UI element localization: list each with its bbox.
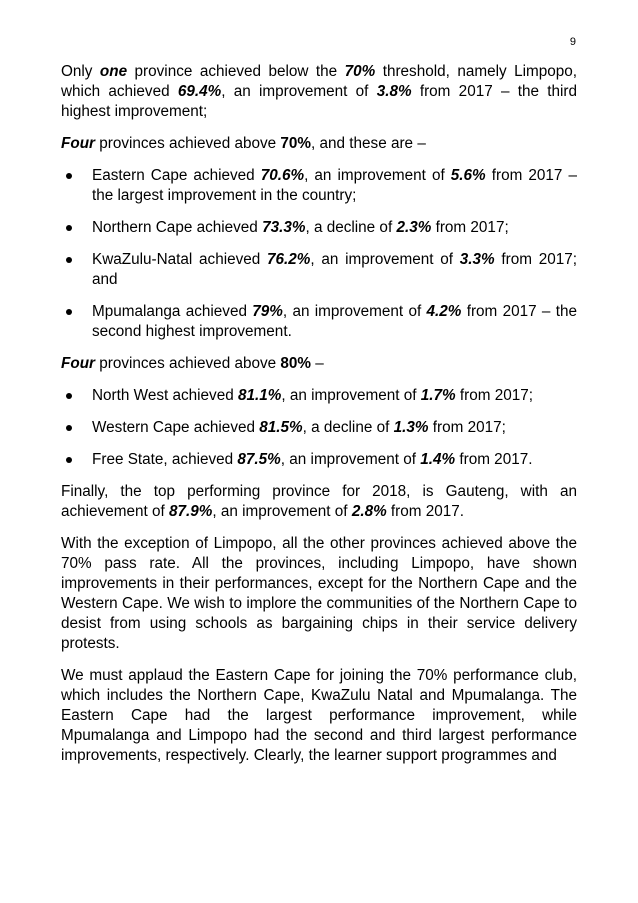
emphasis: 73.3% xyxy=(262,219,306,236)
text: provinces achieved above xyxy=(95,355,281,372)
emphasis: 70.6% xyxy=(260,167,305,184)
list-item xyxy=(61,418,577,438)
text: from 2017; xyxy=(455,387,534,404)
text: , an improvement of xyxy=(281,387,421,404)
emphasis: one xyxy=(99,63,128,80)
paragraph-limpopo xyxy=(61,62,577,122)
list-item xyxy=(61,386,577,406)
emphasis: 81.5% xyxy=(259,419,303,436)
paragraph-exception-limpopo: With the exception of Limpopo, all the other provinces achieved above the 70% pass rate. All the provinces, including Limpopo, have shown improvements in their performances, except for the Northern Cape and the Western Cape. We wish to implore the communities of the Northern Cape to desist from using schools as bargaining chips in their service delivery protests. xyxy=(61,535,577,652)
text: , an improvement of xyxy=(280,451,421,468)
emphasis: 70% xyxy=(344,63,376,80)
list-item xyxy=(61,250,577,290)
bold-value: 70% xyxy=(280,135,312,152)
emphasis: 76.2% xyxy=(267,251,311,268)
text: , an improvement of xyxy=(304,167,451,184)
emphasis: 79% xyxy=(252,303,283,320)
emphasis: 2.8% xyxy=(351,503,387,520)
emphasis: 1.7% xyxy=(420,387,456,404)
emphasis: Four xyxy=(61,355,95,372)
emphasis: 3.3% xyxy=(459,251,495,268)
emphasis: 5.6% xyxy=(450,167,486,184)
text: , an improvement of xyxy=(221,83,377,100)
text: Northern Cape achieved xyxy=(92,219,263,236)
text: , and these are – xyxy=(311,135,426,152)
text: North West achieved xyxy=(92,387,238,404)
text: , an improvement of xyxy=(282,303,427,320)
text: , a decline of xyxy=(302,419,394,436)
paragraph-above-80-intro xyxy=(61,354,577,374)
emphasis: 3.8% xyxy=(376,83,412,100)
emphasis: 87.5% xyxy=(237,451,281,468)
emphasis: 1.4% xyxy=(420,451,456,468)
paragraph-above-70-intro xyxy=(61,134,577,154)
emphasis: 1.3% xyxy=(393,419,429,436)
emphasis: 2.3% xyxy=(396,219,432,236)
emphasis: 81.1% xyxy=(237,387,282,404)
text: from 2017 – the largest improvement in the country; xyxy=(92,167,577,204)
text: province achieved below the xyxy=(127,63,345,80)
text: from 2017. xyxy=(455,451,533,468)
above-70-list xyxy=(61,166,577,342)
paragraph-gauteng xyxy=(61,482,577,522)
emphasis: 87.9% xyxy=(169,503,213,520)
text: , an improvement of xyxy=(212,503,352,520)
text: Finally, the top performing province for 2018, is Gauteng, with an achievement of xyxy=(61,483,577,520)
text: Mpumalanga achieved xyxy=(92,303,253,320)
text: from 2017 – the second highest improvement. xyxy=(92,303,577,340)
page-number: 9 xyxy=(569,36,576,48)
text: provinces achieved above xyxy=(95,135,281,152)
emphasis: 4.2% xyxy=(426,303,462,320)
text: from 2017; and xyxy=(92,251,577,288)
list-item xyxy=(61,302,577,342)
text: from 2017; xyxy=(428,419,506,436)
bold-value: 80% xyxy=(280,355,312,372)
text: from 2017 – the third highest improvement; xyxy=(61,83,578,120)
text: Western Cape achieved xyxy=(92,419,260,436)
text: Eastern Cape achieved xyxy=(92,167,261,184)
text: Only xyxy=(61,63,100,80)
paragraph-eastern-cape: We must applaud the Eastern Cape for joining the 70% performance club, which includes the Northern Cape, KwaZulu Natal and Mpumalanga. The Eastern Cape had the largest performance improvement, while Mpumalanga and Limpopo had the second and third largest performance improvements, respectively. Clearly, the learner support programmes and xyxy=(61,667,577,764)
list-item xyxy=(61,166,577,206)
text: from 2017. xyxy=(386,503,465,520)
text: , an improvement of xyxy=(310,251,460,268)
list-item xyxy=(61,450,577,470)
text: – xyxy=(311,355,324,372)
list-item xyxy=(61,218,577,238)
document-body xyxy=(61,62,577,778)
text: threshold, namely Limpopo, which achieved xyxy=(61,63,578,100)
text: from 2017; xyxy=(431,219,509,236)
above-80-list xyxy=(61,386,577,470)
emphasis: 69.4% xyxy=(177,83,222,100)
text: KwaZulu-Natal achieved xyxy=(92,251,268,268)
text: Free State, achieved xyxy=(92,451,238,468)
text: , a decline of xyxy=(305,219,397,236)
emphasis: Four xyxy=(61,135,95,152)
